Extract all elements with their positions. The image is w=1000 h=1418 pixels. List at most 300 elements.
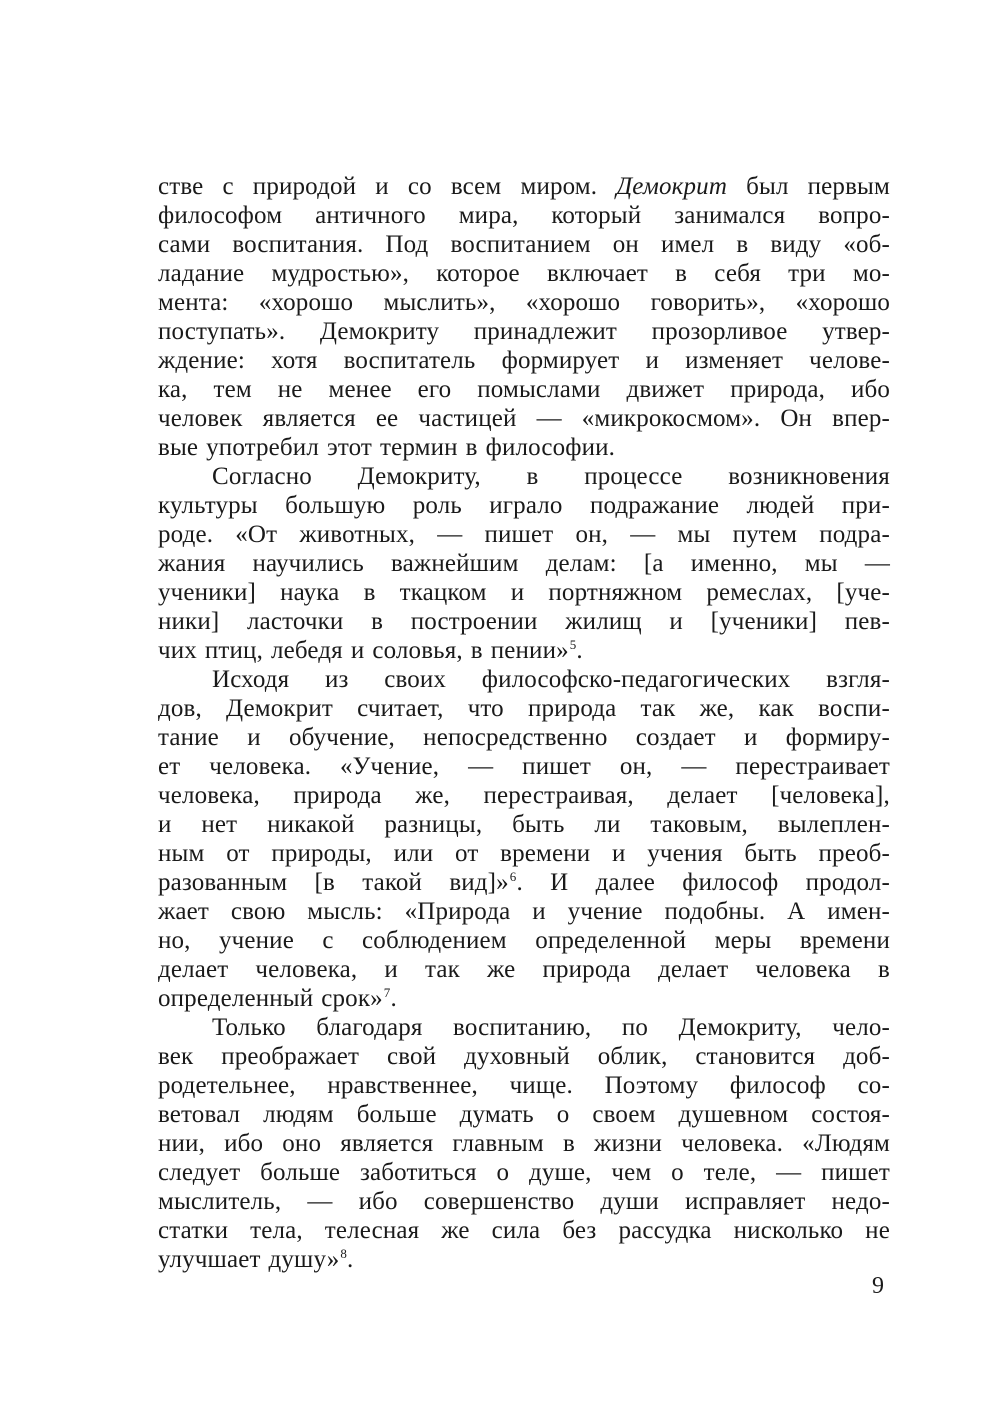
word: соловья, xyxy=(372,637,463,664)
word: менее xyxy=(328,376,392,403)
footnote-mark: 5 xyxy=(569,637,577,652)
word: философ xyxy=(729,1072,826,1099)
word: духовный xyxy=(464,1043,570,1070)
word: делает xyxy=(158,956,229,983)
word: и xyxy=(532,898,546,925)
word: воспитанию, xyxy=(453,1014,592,1041)
text-line xyxy=(158,723,890,752)
word: и xyxy=(669,608,683,635)
text-line xyxy=(158,317,890,346)
word: культуры xyxy=(158,492,258,519)
word: природа, xyxy=(730,376,825,403)
word: пишет xyxy=(821,1159,890,1186)
word: чело- xyxy=(832,1014,890,1041)
word: движет xyxy=(626,376,705,403)
word: душу»$^8$. xyxy=(268,1246,354,1273)
word: ученики] xyxy=(158,579,256,606)
word: мы xyxy=(677,521,711,548)
word: со xyxy=(407,173,432,200)
word: виду xyxy=(770,231,822,258)
word: Под xyxy=(385,231,429,258)
word: — xyxy=(776,1159,802,1186)
word: которое xyxy=(436,260,520,287)
word: же xyxy=(487,956,516,983)
word: быть xyxy=(512,811,565,838)
word: птиц, xyxy=(204,637,263,664)
word: без xyxy=(562,1217,597,1244)
word: теле, xyxy=(703,1159,757,1186)
word: человека xyxy=(755,956,851,983)
word: в xyxy=(371,608,384,635)
word: учение xyxy=(219,927,294,954)
text-line xyxy=(158,984,890,1013)
word: телесная xyxy=(324,1217,420,1244)
word: со- xyxy=(857,1072,890,1099)
word: же xyxy=(441,1217,470,1244)
word: в xyxy=(470,637,483,664)
word: свою xyxy=(230,898,286,925)
word: является xyxy=(340,1130,434,1157)
word: «Природа xyxy=(404,898,511,925)
word: человека, xyxy=(158,782,260,809)
word: «хорошо xyxy=(795,289,890,316)
word: природа xyxy=(542,956,631,983)
word: тем xyxy=(213,376,252,403)
word: [человека], xyxy=(771,782,890,809)
word: сами xyxy=(158,231,211,258)
word: своем xyxy=(592,1101,656,1128)
word: философии. xyxy=(485,434,616,461)
word: играло xyxy=(489,492,563,519)
word: ласточки xyxy=(247,608,344,635)
text-line xyxy=(158,1245,890,1274)
word: мы xyxy=(804,550,838,577)
word: но, xyxy=(158,927,191,954)
word: говорить», xyxy=(650,289,766,316)
word: перестраивая, xyxy=(483,782,634,809)
word: имел xyxy=(660,231,715,258)
word: природы, xyxy=(271,840,372,867)
word: — xyxy=(307,1188,333,1215)
word: человека. xyxy=(209,753,312,780)
word: античного xyxy=(315,202,426,229)
word: подра- xyxy=(819,521,890,548)
word: «Людям xyxy=(802,1130,890,1157)
word: подражание xyxy=(589,492,720,519)
word xyxy=(616,172,727,201)
word: этот xyxy=(326,434,372,461)
word: не xyxy=(277,376,303,403)
paragraph xyxy=(158,172,890,462)
word: так xyxy=(425,956,460,983)
word: ремеслах, xyxy=(706,579,813,606)
word: от xyxy=(455,840,479,867)
word: думать xyxy=(459,1101,534,1128)
word: «об- xyxy=(843,231,890,258)
word: пишет xyxy=(484,521,554,548)
word: век xyxy=(158,1043,194,1070)
word: и xyxy=(510,579,525,606)
word: ибо xyxy=(850,376,890,403)
text-line xyxy=(158,520,890,549)
word: воспитатель xyxy=(343,347,476,374)
word: и xyxy=(375,173,389,200)
word: облик, xyxy=(597,1043,668,1070)
word: дов, xyxy=(158,695,202,722)
word: человек xyxy=(158,405,243,432)
word: чем xyxy=(611,1159,652,1186)
word: непосредственно xyxy=(423,724,608,751)
text-line xyxy=(158,752,890,781)
word: был xyxy=(746,173,789,200)
text-line xyxy=(158,897,890,926)
word: помыслами xyxy=(477,376,601,403)
word: благодаря xyxy=(316,1014,423,1041)
word: души xyxy=(600,1188,659,1215)
word: с xyxy=(322,927,334,954)
word: мо- xyxy=(852,260,890,287)
word: далее xyxy=(595,869,656,896)
word: следует xyxy=(158,1159,241,1186)
word: [а xyxy=(643,550,664,577)
word: больше xyxy=(260,1159,341,1186)
word: природой xyxy=(252,173,357,200)
word: от xyxy=(226,840,250,867)
word: «Учение, xyxy=(340,753,440,780)
word: первым xyxy=(807,173,890,200)
word: воспитания. xyxy=(232,231,364,258)
word: хотя xyxy=(271,347,318,374)
footnote-mark: 6 xyxy=(509,869,517,884)
word: пении»$^5$. xyxy=(490,637,583,664)
word: о xyxy=(496,1159,510,1186)
word: «От xyxy=(235,521,278,548)
word: в xyxy=(363,579,376,606)
word: Только xyxy=(212,1014,286,1041)
word: термин xyxy=(380,434,458,461)
text-line xyxy=(158,346,890,375)
text-line xyxy=(158,578,890,607)
word: своих xyxy=(384,666,447,693)
word: о xyxy=(556,1101,570,1128)
word: такой xyxy=(362,869,423,896)
word: быть xyxy=(744,840,797,867)
text-line xyxy=(158,1216,890,1245)
word: философом xyxy=(158,202,283,229)
word: разованным xyxy=(158,869,288,896)
footnote-mark: 7 xyxy=(383,985,391,1000)
word: же, xyxy=(699,695,735,722)
paragraph xyxy=(158,462,890,665)
text-line xyxy=(158,1187,890,1216)
word: людям xyxy=(263,1101,334,1128)
word: роль xyxy=(412,492,462,519)
word: при- xyxy=(841,492,890,519)
word: определенной xyxy=(535,927,687,954)
text-line xyxy=(158,549,890,578)
word: и xyxy=(350,637,365,664)
word: тела, xyxy=(250,1217,303,1244)
word: построении xyxy=(410,608,538,635)
text-line xyxy=(158,201,890,230)
word: вылеплен- xyxy=(777,811,890,838)
word: «хорошо xyxy=(258,289,354,316)
paragraph xyxy=(158,1013,890,1274)
word: мента: xyxy=(158,289,229,316)
word: он xyxy=(612,231,639,258)
word: «хорошо xyxy=(525,289,621,316)
word: прозорливое xyxy=(651,318,788,345)
word: принадлежит xyxy=(473,318,618,345)
word: Демокриту, xyxy=(357,463,481,490)
text-line xyxy=(158,955,890,984)
word: наука xyxy=(280,579,340,606)
text-line xyxy=(158,230,890,259)
word: — xyxy=(536,405,562,432)
word: имен- xyxy=(827,898,890,925)
word: и xyxy=(645,347,659,374)
word: в xyxy=(465,434,478,461)
word: нет xyxy=(201,811,238,838)
text-line xyxy=(158,288,890,317)
word: как xyxy=(758,695,794,722)
word: обучение, xyxy=(289,724,395,751)
word: таковым, xyxy=(650,811,748,838)
word: или xyxy=(393,840,434,867)
word: путем xyxy=(732,521,798,548)
word: же, xyxy=(415,782,451,809)
word: [уче- xyxy=(836,579,890,606)
text-line xyxy=(158,1013,890,1042)
word: делает xyxy=(667,782,738,809)
word: в xyxy=(736,231,749,258)
word: статки xyxy=(158,1217,229,1244)
word: ным xyxy=(158,840,205,867)
word: с xyxy=(222,173,234,200)
word: жизни xyxy=(594,1130,663,1157)
word: жилищ xyxy=(565,608,642,635)
word: считает, xyxy=(357,695,444,722)
word: природа xyxy=(293,782,382,809)
word: душевном xyxy=(678,1101,789,1128)
word: мысль: xyxy=(307,898,383,925)
word: срок»$^7$. xyxy=(321,985,397,1012)
word: «микрокосмом». xyxy=(581,405,761,432)
word: частицей xyxy=(418,405,517,432)
emphasized-name: Демокрит xyxy=(616,173,728,200)
word: по xyxy=(621,1014,649,1041)
word: Поэтому xyxy=(604,1072,699,1099)
word: тание xyxy=(158,724,219,751)
text-line xyxy=(158,172,890,201)
word: Демокриту, xyxy=(678,1014,802,1041)
word: в xyxy=(562,1130,575,1157)
word: ли xyxy=(594,811,621,838)
word: И xyxy=(550,869,569,896)
word: — xyxy=(630,521,656,548)
text-line xyxy=(158,433,890,462)
word: лебедя xyxy=(270,637,343,664)
word: Демокрит xyxy=(226,695,333,722)
word: человека, xyxy=(255,956,358,983)
word: — xyxy=(468,753,494,780)
word: из xyxy=(324,666,349,693)
word: возникновения xyxy=(728,463,890,490)
word: и xyxy=(743,724,758,751)
word: Согласно xyxy=(212,463,312,490)
text-line xyxy=(158,1158,890,1187)
word: ибо xyxy=(224,1130,264,1157)
text-line xyxy=(158,810,890,839)
word: употребил xyxy=(206,434,319,461)
text-line xyxy=(158,781,890,810)
word: мира, xyxy=(458,202,519,229)
word: ка, xyxy=(158,376,188,403)
word: мыслить», xyxy=(383,289,496,316)
word: учение xyxy=(567,898,643,925)
word: состоя- xyxy=(811,1101,890,1128)
word: мудростью», xyxy=(271,260,410,287)
word: соблюдением xyxy=(362,927,507,954)
word: определенный xyxy=(158,985,314,1012)
word: взгля- xyxy=(826,666,890,693)
word: разницы, xyxy=(384,811,483,838)
word: стве xyxy=(158,173,204,200)
word: философ xyxy=(682,869,779,896)
word: больше xyxy=(356,1101,437,1128)
word: вопро- xyxy=(818,202,890,229)
word: и xyxy=(247,724,261,751)
word: — xyxy=(864,550,890,577)
paragraph xyxy=(158,665,890,1013)
word: свой xyxy=(386,1043,437,1070)
word: утвер- xyxy=(822,318,890,345)
word: времени xyxy=(500,840,591,867)
text-line xyxy=(158,259,890,288)
text-line xyxy=(158,375,890,404)
word: всем xyxy=(450,173,502,200)
word: который xyxy=(551,202,642,229)
word: себя xyxy=(714,260,761,287)
word: чище. xyxy=(509,1072,573,1099)
word: три xyxy=(788,260,826,287)
word: впер- xyxy=(832,405,890,432)
text-line xyxy=(158,636,890,665)
word: А xyxy=(787,898,806,925)
word: продол- xyxy=(805,869,890,896)
word: миром. xyxy=(520,173,598,200)
text-line xyxy=(158,404,890,433)
text-line xyxy=(158,868,890,897)
word: роде. xyxy=(158,521,214,548)
word: сила xyxy=(491,1217,541,1244)
word: исправляет xyxy=(684,1188,806,1215)
word: не xyxy=(865,1217,890,1244)
word: нисколько xyxy=(733,1217,844,1244)
text-line xyxy=(158,926,890,955)
word: воспи- xyxy=(818,695,890,722)
word: чих xyxy=(158,637,197,664)
word: вид]»$^6$. xyxy=(449,869,523,896)
word: он, xyxy=(575,521,609,548)
word: времени xyxy=(799,927,890,954)
word: заботиться xyxy=(360,1159,477,1186)
word: ибо xyxy=(358,1188,398,1215)
word: его xyxy=(417,376,452,403)
word: душе, xyxy=(528,1159,592,1186)
word: вые xyxy=(158,434,199,461)
word: именно, xyxy=(690,550,778,577)
word: что xyxy=(467,695,504,722)
word: улучшает xyxy=(158,1246,261,1273)
word: ткацком xyxy=(399,579,487,606)
page-number: 9 xyxy=(872,1273,884,1299)
word: [ученики] xyxy=(710,608,818,635)
word: является xyxy=(262,405,356,432)
word: родетельнее, xyxy=(158,1072,296,1099)
word: формиру- xyxy=(785,724,890,751)
text-line xyxy=(158,1129,890,1158)
text-line xyxy=(158,607,890,636)
text-line xyxy=(158,462,890,491)
word: нии, xyxy=(158,1130,205,1157)
text-line xyxy=(158,665,890,694)
word: ее xyxy=(375,405,399,432)
word: в xyxy=(526,463,539,490)
word: портняжном xyxy=(548,579,683,606)
word: делает xyxy=(657,956,729,983)
word: формирует xyxy=(501,347,620,374)
word: поступать». xyxy=(158,318,286,345)
word: так xyxy=(640,695,676,722)
word: изменяет xyxy=(685,347,784,374)
word: процессе xyxy=(584,463,683,490)
footnote-mark: 8 xyxy=(340,1246,348,1261)
word: жания xyxy=(158,550,226,577)
word: преображает xyxy=(221,1043,360,1070)
text-line xyxy=(158,1100,890,1129)
word: ветовал xyxy=(158,1101,241,1128)
word: Он xyxy=(780,405,813,432)
word: подобны. xyxy=(664,898,766,925)
word: и xyxy=(384,956,398,983)
text-line xyxy=(158,491,890,520)
text-line xyxy=(158,1071,890,1100)
word: природа xyxy=(527,695,617,722)
word: мыслитель, xyxy=(158,1188,282,1215)
word: жает xyxy=(158,898,209,925)
word: ладание xyxy=(158,260,245,287)
word: в xyxy=(675,260,688,287)
word: становится xyxy=(695,1043,816,1070)
word: создает xyxy=(635,724,716,751)
word: в xyxy=(877,956,890,983)
word: [в xyxy=(314,869,335,896)
word: никакой xyxy=(267,811,355,838)
word: недо- xyxy=(831,1188,890,1215)
word: о xyxy=(671,1159,684,1186)
text-line xyxy=(158,1042,890,1071)
word: воспитанием xyxy=(450,231,591,258)
body-text xyxy=(158,172,890,1274)
word: — xyxy=(437,521,463,548)
word: ники] xyxy=(158,608,220,635)
word: нравственнее, xyxy=(327,1072,478,1099)
word: главным xyxy=(452,1130,544,1157)
word: совершенство xyxy=(423,1188,575,1215)
word: пишет xyxy=(522,753,591,780)
word: важнейшим xyxy=(391,550,519,577)
